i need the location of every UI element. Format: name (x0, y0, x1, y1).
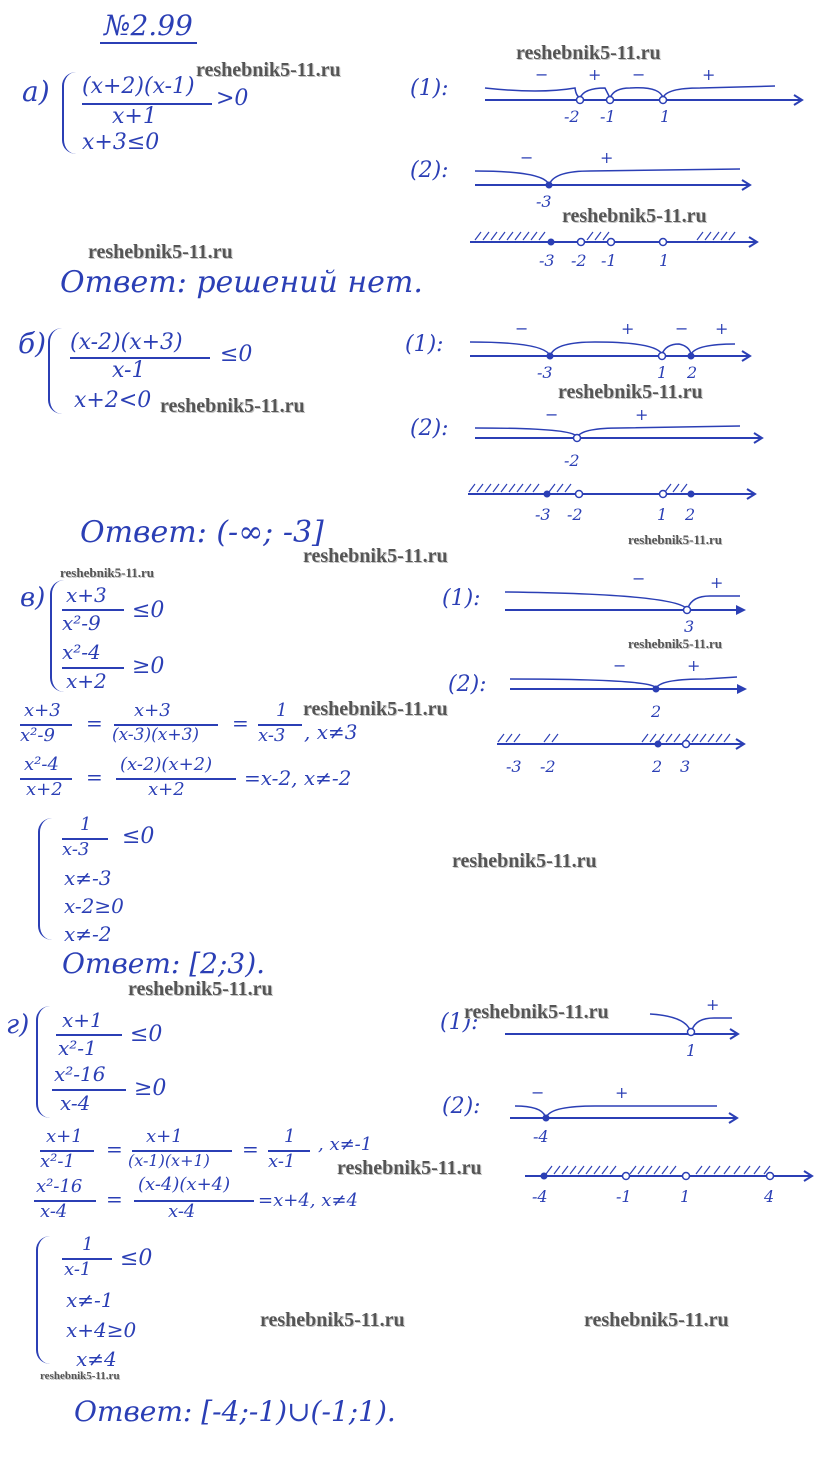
part-a-relation: >0 (216, 86, 249, 111)
part-g-eq1-equals-1: = (106, 1137, 123, 1161)
part-a-denominator: x+1 (112, 104, 157, 129)
watermark: reshebnik5-11.ru (337, 1157, 482, 1179)
part-v-eq2-mid-num: (x-2)(x+2) (120, 754, 213, 775)
part-v-number-line-1 (500, 570, 760, 635)
part-v-nl1-label: (1): (442, 586, 481, 611)
part-g-eq2-mid-den: x-4 (168, 1201, 196, 1222)
part-g-sys2-line2: x≠-1 (66, 1288, 114, 1312)
part-a-nl2-tick: -3 (536, 192, 552, 211)
part-a-answer: Ответ: решений нет. (60, 265, 423, 300)
part-v-f2-relation: ≥0 (132, 654, 165, 679)
part-a-nl3-tick: 1 (659, 251, 670, 270)
part-b-relation: ≤0 (220, 342, 253, 367)
watermark: reshebnik5-11.ru (562, 205, 707, 227)
part-g-sys2-line3: x+4≥0 (66, 1318, 137, 1342)
part-a-nl1-tick: -1 (600, 107, 616, 126)
part-v-nl1-tick: 3 (684, 617, 695, 636)
part-g-nl3-tick: -4 (532, 1187, 548, 1206)
part-v-sys2-brace (38, 818, 52, 940)
part-b-nl1-tick: 1 (657, 363, 668, 382)
part-g-eq2-result: =x+4, x≠4 (258, 1190, 358, 1211)
part-b-nl1-sign: − (675, 319, 689, 338)
part-b-numerator: (x-2)(x+3) (70, 330, 183, 355)
part-v-eq2-result: =x-2, x≠-2 (244, 766, 352, 790)
part-g-nl2-tick: -4 (533, 1127, 549, 1146)
part-g-f2-numerator: x²-16 (54, 1062, 106, 1086)
part-g-eq1-rhs-den: x-1 (268, 1151, 296, 1172)
part-g-label: г) (6, 1010, 30, 1040)
part-g-number-line-3 (520, 1160, 820, 1210)
part-b-nl3-tick: 2 (685, 505, 696, 524)
watermark: reshebnik5-11.ru (40, 1370, 120, 1382)
part-g-nl1-sign: + (706, 995, 720, 1014)
part-b-nl1-label: (1): (405, 332, 444, 357)
part-g-brace (36, 1006, 50, 1118)
part-b-denominator: x-1 (112, 358, 146, 383)
watermark: reshebnik5-11.ru (160, 395, 305, 417)
part-v-f1-denominator: x²-9 (62, 611, 101, 635)
part-v-eq1-rhs-num: 1 (276, 700, 288, 721)
part-b-nl1-sign: − (515, 319, 529, 338)
part-v-f2-numerator: x²-4 (62, 640, 101, 664)
watermark: reshebnik5-11.ru (128, 978, 273, 1000)
part-b-nl3-tick: -2 (567, 505, 583, 524)
problem-number: №2.99 (100, 12, 197, 44)
part-g-f1-numerator: x+1 (62, 1008, 103, 1032)
part-g-eq1-rhs-num: 1 (284, 1126, 296, 1147)
part-v-eq1-lhs-num: x+3 (24, 700, 61, 721)
watermark: reshebnik5-11.ru (196, 59, 341, 81)
part-g-f2-relation: ≥0 (134, 1076, 167, 1101)
part-v-sys2-den: x-3 (62, 839, 90, 860)
part-g-answer: Ответ: [-4;-1)∪(-1;1). (74, 1395, 396, 1428)
part-v-eq2-lhs-den: x+2 (26, 779, 63, 800)
part-g-eq1-equals-2: = (242, 1137, 259, 1161)
part-v-f1-numerator: x+3 (66, 583, 107, 607)
part-a-number-line-1 (480, 60, 810, 130)
part-v-nl2-tick: 2 (651, 702, 662, 721)
part-v-nl2-label: (2): (448, 672, 487, 697)
part-v-eq1-condition: , x≠3 (304, 720, 358, 744)
part-v-nl3-tick: 3 (680, 757, 691, 776)
part-g-eq1-mid-den: (x-1)(x+1) (128, 1151, 210, 1170)
part-a-nl3-tick: -3 (539, 251, 555, 270)
part-v-eq1-equals-1: = (86, 711, 103, 735)
part-a-nl1-tick: -2 (564, 107, 580, 126)
part-v-eq2-equals: = (86, 765, 103, 789)
watermark: reshebnik5-11.ru (452, 850, 597, 872)
part-v-nl3-tick: -3 (506, 757, 522, 776)
part-v-brace (50, 580, 64, 692)
part-v-sys2-rel: ≤0 (122, 824, 155, 849)
part-g-eq1-lhs-den: x²-1 (40, 1151, 75, 1172)
part-v-nl2-sign: + (687, 656, 701, 675)
part-b-number-line-3 (463, 480, 763, 525)
watermark: reshebnik5-11.ru (303, 698, 448, 720)
part-a-nl1-sign: − (535, 65, 549, 84)
watermark: reshebnik5-11.ru (88, 241, 233, 263)
part-b-nl1-sign: + (715, 319, 729, 338)
part-v-nl1-sign: − (632, 569, 646, 588)
part-v-sys2-line2: x≠-3 (64, 866, 112, 890)
part-v-eq2-lhs-num: x²-4 (24, 754, 59, 775)
part-g-f1-denominator: x²-1 (58, 1036, 97, 1060)
part-g-eq1-lhs-num: x+1 (46, 1126, 83, 1147)
part-b-second-inequality: x+2<0 (74, 388, 152, 413)
part-g-sys2-rel: ≤0 (120, 1246, 153, 1271)
part-a-numerator: (x+2)(x-1) (82, 74, 195, 99)
part-v-f1-relation: ≤0 (132, 598, 165, 623)
part-a-nl3-tick: -2 (571, 251, 587, 270)
part-b-number-line-1 (465, 318, 765, 383)
watermark: reshebnik5-11.ru (628, 636, 723, 651)
watermark: reshebnik5-11.ru (260, 1309, 405, 1331)
part-b-nl2-label: (2): (410, 416, 449, 441)
part-g-eq1-mid-num: x+1 (146, 1126, 183, 1147)
part-g-nl2-sign: − (531, 1083, 545, 1102)
part-b-nl3-tick: -3 (535, 505, 551, 524)
part-a-number-line-2 (470, 145, 760, 210)
part-g-eq2-lhs-den: x-4 (40, 1201, 68, 1222)
part-v-label: в) (20, 583, 46, 613)
part-g-sys2-num: 1 (82, 1234, 94, 1255)
part-b-nl2-sign: − (545, 405, 559, 424)
part-g-eq2-mid-num: (x-4)(x+4) (138, 1174, 231, 1195)
part-a-nl1-sign: − (632, 65, 646, 84)
watermark: reshebnik5-11.ru (303, 545, 448, 567)
part-g-nl1-tick: 1 (686, 1041, 697, 1060)
part-g-nl3-tick: -1 (616, 1187, 632, 1206)
part-g-eq2-equals: = (106, 1187, 123, 1211)
part-v-f2-denominator: x+2 (66, 669, 107, 693)
part-g-sys2-brace (36, 1236, 50, 1364)
part-a-nl1-sign: + (702, 65, 716, 84)
part-v-answer: Ответ: [2;3). (62, 947, 266, 980)
watermark: reshebnik5-11.ru (628, 532, 723, 547)
part-v-sys2-num: 1 (80, 814, 92, 835)
part-a-brace (62, 72, 76, 154)
part-g-nl3-tick: 1 (680, 1187, 691, 1206)
part-v-number-line-3 (492, 728, 757, 778)
part-a-label: а) (22, 75, 50, 108)
watermark: reshebnik5-11.ru (60, 565, 155, 580)
part-v-eq1-lhs-den: x²-9 (20, 725, 55, 746)
part-b-nl2-tick: -2 (564, 451, 580, 470)
watermark: reshebnik5-11.ru (464, 1001, 609, 1023)
part-v-eq2-mid-den: x+2 (148, 779, 185, 800)
part-a-nl2-sign: − (520, 148, 534, 167)
part-v-nl3-tick: -2 (540, 757, 556, 776)
part-a-number-line-3 (465, 228, 765, 273)
part-g-nl1-label: (1): (440, 1010, 479, 1035)
part-b-nl2-sign: + (635, 405, 649, 424)
part-g-nl2-label: (2): (442, 1094, 481, 1119)
part-a-nl2-label: (2): (410, 158, 449, 183)
part-g-eq2-lhs-num: x²-16 (36, 1176, 83, 1197)
part-b-nl3-tick: 1 (657, 505, 668, 524)
part-a-nl2-sign: + (600, 148, 614, 167)
part-v-eq1-rhs-den: x-3 (258, 725, 286, 746)
part-v-eq1-mid-num: x+3 (134, 700, 171, 721)
part-b-number-line-2 (470, 400, 770, 470)
part-g-sys2-line4: x≠4 (76, 1347, 117, 1371)
part-g-f2-denominator: x-4 (60, 1091, 91, 1115)
part-v-sys2-line3: x-2≥0 (64, 894, 124, 918)
watermark: reshebnik5-11.ru (558, 381, 703, 403)
part-b-brace (48, 328, 62, 414)
part-b-nl1-tick: -3 (537, 363, 553, 382)
part-v-eq1-mid-den: (x-3)(x+3) (112, 725, 200, 745)
part-b-nl1-tick: 2 (687, 363, 698, 382)
part-v-nl3-tick: 2 (652, 757, 663, 776)
part-g-number-line-2 (505, 1080, 750, 1145)
part-b-label: б) (18, 327, 47, 360)
part-a-second-inequality: x+3≤0 (82, 130, 160, 155)
part-a-nl1-sign: + (588, 65, 602, 84)
part-g-nl2-sign: + (615, 1083, 629, 1102)
part-b-nl1-sign: + (621, 319, 635, 338)
part-a-nl3-tick: -1 (601, 251, 617, 270)
part-v-number-line-2 (505, 655, 760, 725)
part-a-nl1-tick: 1 (660, 107, 671, 126)
part-v-eq1-equals-2: = (232, 711, 249, 735)
part-g-eq1-condition: , x≠-1 (318, 1134, 373, 1155)
part-g-sys2-den: x-1 (64, 1259, 92, 1280)
part-v-nl1-sign: + (710, 573, 724, 592)
part-v-nl2-sign: − (613, 656, 627, 675)
part-b-answer: Ответ: (-∞; -3] (80, 515, 324, 550)
part-a-nl1-label: (1): (410, 76, 449, 101)
part-g-nl3-tick: 4 (764, 1187, 775, 1206)
watermark: reshebnik5-11.ru (584, 1309, 729, 1331)
part-g-f1-relation: ≤0 (130, 1022, 163, 1047)
watermark: reshebnik5-11.ru (516, 42, 661, 64)
part-v-sys2-line4: x≠-2 (64, 922, 112, 946)
